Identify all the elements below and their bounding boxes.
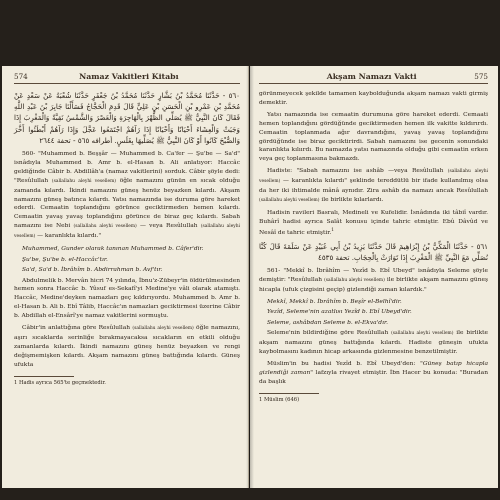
left-page: [2, 66, 249, 488]
left-header-rule: [14, 83, 240, 84]
italic-quote: Güneş batıp hicapla gizlendiği zaman: [259, 360, 488, 376]
right-paragraph-commentary: [259, 329, 488, 357]
left-paragraph-commentary: [14, 324, 240, 370]
left-footnote: 1 Hadis ayrıca 565'te geçmektedir.: [14, 379, 106, 386]
text-segment: — karanlıkta kılardı.": [37, 233, 102, 240]
right-paragraph-commentary: [259, 360, 488, 387]
text-segment: öğle namazını, aşırı sıcaklarda serinliğe bırakmayacaksa sıcakların en etkili olduğu zamanlarda kılardı. İkindi namazını güneş henüz beyazken ve rengi değişmemişken kılardı. Akşam namazını güneş battığında kılardı. Güneş ufukta: [14, 325, 240, 368]
text-segment: ile birlikte kılarlardı.: [321, 196, 384, 203]
salawat-note: (sallallahu aleyhi vesellem): [132, 326, 194, 332]
text-segment: ile birlikte akşam namazını güneş battığında kılardı. Hadiste güneşin ufukta kaybolmasını kadının hicap arkasında gizlenmesine benzetilmiştir.: [259, 330, 488, 355]
left-paragraph-560: [14, 150, 240, 242]
right-paragraph-561: [259, 267, 488, 295]
right-paragraph: Yatsı namazında ise cemaatin durumuna göre hareket ederdi. Cemaati hemen toplandığını gördüğünde geciktirmeden hemen ilk vakitte kıldırırdı. Cemaatin toplanmada ağır davrandığını, yavaş yavaş toplandığını gördüğünde ise biraz geciktirirdi. Sabah namazını ise gecenin sonundaki karanlıkta kılıırdı. Bu namazda yatsı namazında olduğu gibi cemaatin erken veya geç toplanmasına bakmazdı.: [259, 111, 488, 163]
left-arabic-hadith-560: ٥٦٠ - حَدَّثَنَا مُحَمَّدُ بْنُ بَشَّارٍ حَدَّثَنَا مُحَمَّدُ بْنُ جَعْفَرٍ حَدَّثَنَا شُعْبَةُ عَنْ سَعْدٍ عَنْ مُحَمَّدِ بْنِ عَمْرِو بْنِ الْحَسَنِ بْنِ عَلِيٍّ قَالَ قَدِمَ الْحَجَّاجُ فَسَأَلْنَا جَابِرَ بْنَ عَبْدِ اللَّهِ فَقَالَ كَانَ النَّبِيُّ ﷺ يُصَلِّي الظُّهْرَ بِالْهَاجِرَةِ وَالْعَصْرَ وَالشَّمْسُ نَقِيَّةٌ وَالْمَغْرِبَ إِذَا وَجَبَتْ وَالْعِشَاءَ أَحْيَانًا وَأَحْيَانًا إِذَا رَآهُمْ اجْتَمَعُوا عَجَّلَ وَإِذَا رَآهُمْ أَبْطَئُوا أَخَّرَ وَالصُّبْحَ كَانُوا أَوْ كَانَ النَّبِيُّ ﷺ يُصَلِّيهَا بِغَلَسٍ. أطرافه ٥٦٥ - تحفة ٢٦٤٤: [14, 91, 240, 145]
right-arabic-hadith-561: ٥٦١ - حَدَّثَنَا الْمَكِّيُّ بْنُ إِبْرَاهِيمَ قَالَ حَدَّثَنَا يَزِيدُ بْنُ أَبِي عُبَيْدٍ عَنْ سَلَمَةَ قَالَ كُنَّا نُصَلِّي مَعَ النَّبِيِّ ﷺ الْمَغْرِبَ إِذَا تَوَارَتْ بِالْحِجَابِ. تحفة ٤٥٣٥: [259, 241, 488, 262]
narrator-note: Sa'd, Sa'd b. İbrâhîm b. Abdirrahman b. Avf'tır.: [22, 267, 163, 274]
footnote-marker: 1: [331, 227, 335, 233]
right-page-header: [259, 72, 488, 81]
text-segment: 560- "Muhammed b. Beşşâr — Muhammed b. Ca'fer — Şu'be — Sa'd" isnâdıyla Muhammed b. Amr b. el-Hasan b. Ali anlatıyor: Haccâc geldiğinde Câbir b. Abdillâh'a (namaz vakitlerini) sorduk. Câbir şöyle dedi: "Resûlullah: [14, 151, 240, 184]
text-segment: " lafzıyla rivayet etmiştir. İbn Hacer bu konuda: "Buradan da başlık: [259, 369, 488, 385]
narrator-note: Muhammed, Gunder olarak tanınan Muhammed b. Câfer'dir.: [22, 246, 204, 253]
left-page-number: 574: [14, 72, 28, 81]
text-segment: öğle namazını günün en sıcak olduğu zamanda kılardı. İkindi namazını güneş henüz beyazken kılardı. Akşam namazını güneş batınca kılardı. Yatsı namazında ise duruma göre hareket ederdi. Cemaatin toplandığını görünce geciktirmeden hemen kılardı. Cemaatin yavaş yavaş toplandığını görünce de biraz geç kılardı. Sabah namazını ise Nebi: [14, 177, 240, 230]
right-paragraph: [259, 209, 488, 238]
footnote-rule: [259, 393, 319, 394]
salawat-note: (sallallahu aleyhi vesellem): [14, 224, 241, 240]
narrator-note: Seleme, ashâbdan Seleme b. el-Ekva'dır.: [267, 319, 389, 326]
left-page-header: [14, 72, 240, 81]
narrator-note: Yezîd, Seleme'nin azatlısı Yezîd b. Ebî Ubeyd'dir.: [267, 309, 412, 316]
right-paragraph: [259, 167, 488, 206]
salawat-note: (sallallahu aleyhi vesellem): [259, 169, 489, 185]
footnote-rule: [14, 376, 74, 377]
right-page-number: 575: [474, 72, 488, 81]
text-segment: Hadiste: "Sabah namazını ise ashâb —veya Resûlullah: [267, 168, 444, 175]
salawat-note: (sallallahu aleyhi vesellem): [324, 277, 385, 283]
book-gutter: [246, 66, 254, 488]
text-segment: Müslim'in bu hadisi Yezîd b. Ebî Ubeyd'den: ": [267, 360, 423, 367]
text-segment: 561- "Mekkî b. İbrâhîm — Yezîd b. Ebî Ubeyd" isnâdıyla Seleme şöyle demiştir: "Resûlullah: [259, 267, 488, 283]
salawat-note: (sallallahu aleyhi vesellem): [259, 197, 320, 203]
right-footnote: 1 Müslim (646): [259, 396, 300, 403]
left-running-title: Namaz Vakitleri Kitabı: [79, 72, 179, 81]
right-paragraph-continued: görünmeyecek şekilde tamamen kaybolduğunda akşam namazı vakti girmiş demektir.: [259, 91, 488, 106]
text-segment: — karanlıkta kılardı" şeklinde tereddütlü bir ifade kullanılmış olsa da her iki ihtimalde mânâ aynıdır. Zira ashâb da namazı ancak Resûlullah: [259, 178, 488, 195]
narrator-note: Mekkî, Mekkî b. İbrâhîm b. Beşîr el-Belhî'dir.: [267, 298, 402, 305]
salawat-note: (sallallahu aleyhi vesellem): [51, 178, 116, 184]
text-segment: Hadisin ravileri Basralı, Medineli ve Kufelidir. İsnâdında iki tâbiî vardır. Buhârî hadisi ayrıca Salât konusu içinde tahric etmiştir. Ebû Dâvûd ve Nesâî de tahric etmiştir.: [259, 209, 488, 236]
salawat-note: (sallallahu aleyhi vesellem): [391, 331, 454, 337]
left-paragraph-commentary: Abdulmelik b. Mervân hicri 74 yılında, İbnu'z-Zübeyr'in öldürülmesinden hemen sonra Haccâc b. Yûsuf es-Sekafî'yi Medine'ye vâli olarak atamıştı. Haccâc, Medine'deyken namazları geç kıldırıyordu. Muhammed b. Amr b. el-Hasan b. Ali b. Ebî Tâlib, Haccâc'ın namazları geciktirmesi üzerine Câbir b. Abdillah el-Ensârî'ye namaz vakitlerini sormuştu.: [14, 277, 240, 320]
salawat-note: (sallallahu aleyhi vesellem): [73, 224, 137, 230]
right-running-title: Akşam Namazı Vakti: [326, 72, 417, 81]
text-segment: — veya Resûlullah: [140, 223, 198, 230]
text-segment: ile birlikte akşam namazını güneş hicapla (ufuk çizgisini geçip) gizlendiği zaman kılardık.": [259, 276, 489, 293]
narrator-note: Şu'be, Şu'be b. el-Haccâc'tır.: [22, 256, 108, 263]
right-header-rule: [259, 83, 488, 84]
right-page: [250, 66, 498, 488]
text-segment: Seleme'nin bildirdiğine göre Resûlullah: [267, 330, 389, 337]
text-segment: Câbir'in anlattığına göre Resûlullah: [22, 325, 131, 332]
